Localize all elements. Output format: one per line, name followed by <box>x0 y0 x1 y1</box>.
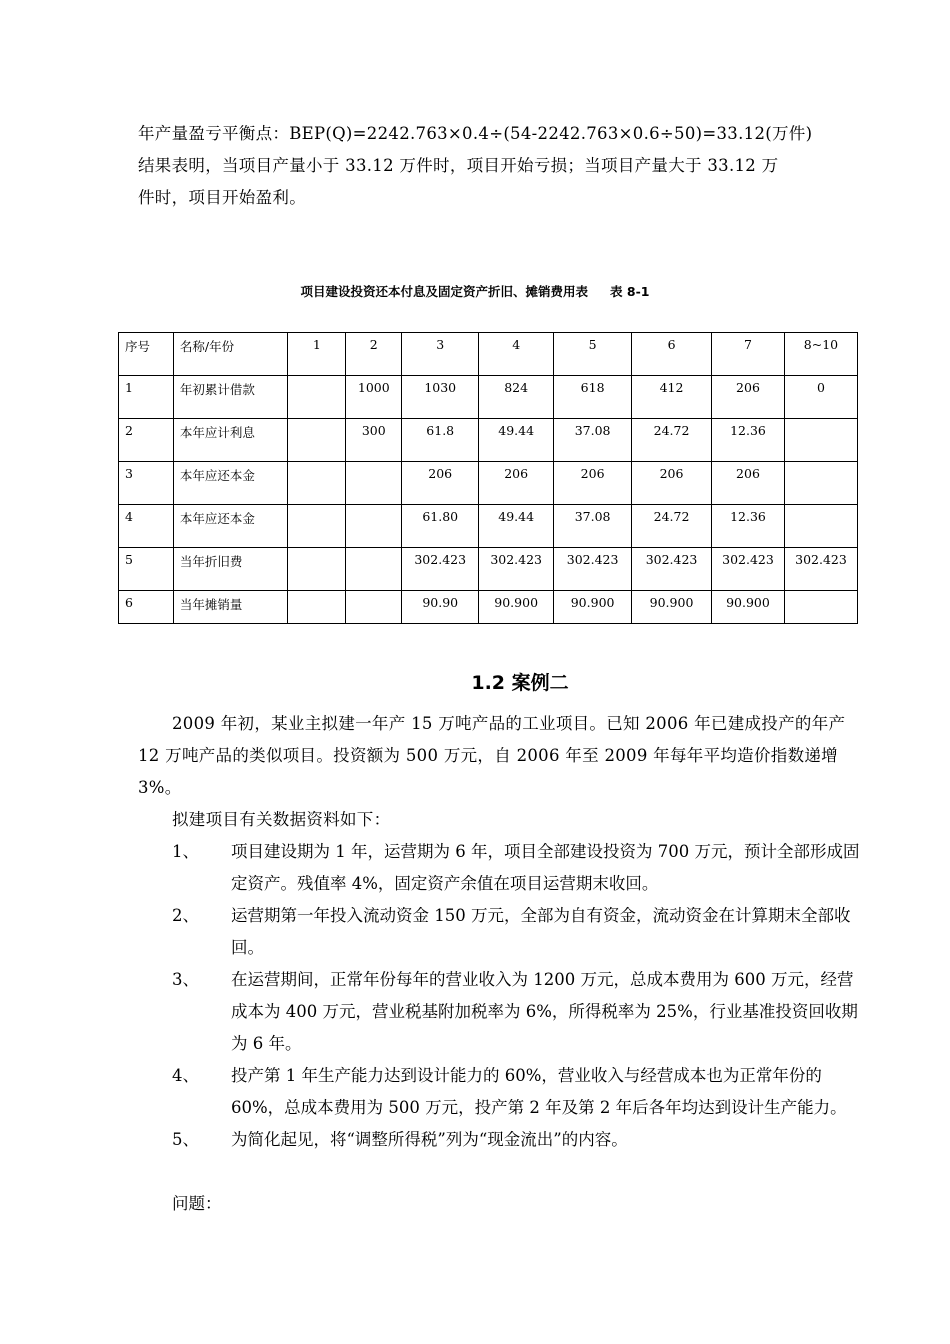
section-body <box>138 708 860 836</box>
table-cell <box>784 505 857 548</box>
table-cell: 4 <box>119 505 174 548</box>
table-cell: 206 <box>632 462 712 505</box>
table-cell <box>784 419 857 462</box>
list-item-number: 5、 <box>172 1130 199 1149</box>
table-header-cell: 4 <box>479 333 554 376</box>
question-label: 问题： <box>172 1194 222 1213</box>
table-cell: 0 <box>784 376 857 419</box>
intro-line-3: 件时，项目开始盈利。 <box>138 188 306 207</box>
table-row <box>119 462 858 505</box>
list-item-text: 为简化起见，将“调整所得税”列为“现金流出”的内容。 <box>231 1130 628 1149</box>
table-header-cell: 8~10 <box>784 333 857 376</box>
table-cell: 6 <box>119 591 174 624</box>
table-caption <box>0 282 950 300</box>
table-cell <box>346 462 402 505</box>
table-cell: 412 <box>632 376 712 419</box>
table-cell: 24.72 <box>632 505 712 548</box>
table-cell: 90.90 <box>402 591 479 624</box>
list-item-text: 投产第 1 年生产能力达到设计能力的 60%，营业收入与经营成本也为正常年份的 60%，总成本费用为 500 万元，投产第 2 年及第 2 年后各年均达到设计生产能力。 <box>231 1066 847 1117</box>
intro-paragraph <box>138 118 860 214</box>
table-cell: 206 <box>712 376 785 419</box>
list-item-text: 在运营期间，正常年份每年的营业收入为 1200 万元，总成本费用为 600 万元，经营成本为 400 万元，营业税基附加税率为 6%，所得税率为 25%，行业基准投资回收期为 6 年。 <box>231 970 858 1053</box>
table-cell: 90.900 <box>712 591 785 624</box>
table-cell <box>288 591 346 624</box>
table-cell: 本年应还本金 <box>173 505 288 548</box>
table-cell: 12.36 <box>712 419 785 462</box>
table-cell: 本年应计利息 <box>173 419 288 462</box>
table-cell: 302.423 <box>712 548 785 591</box>
table-cell: 12.36 <box>712 505 785 548</box>
table-cell: 90.900 <box>479 591 554 624</box>
table-header-cell: 1 <box>288 333 346 376</box>
table-row <box>119 419 858 462</box>
list-item <box>138 1060 860 1124</box>
section-paragraph-1: 2009 年初，某业主拟建一年产 15 万吨产品的工业项目。已知 2006 年已建成投产的年产 12 万吨产品的类似项目。投资额为 500 万元，自 2006 年至 2009 年每年平均造价指数递增 3%。 <box>138 714 846 797</box>
table-header-cell: 2 <box>346 333 402 376</box>
table-cell: 49.44 <box>479 419 554 462</box>
table-cell <box>288 505 346 548</box>
table-header-cell: 3 <box>402 333 479 376</box>
table-row <box>119 505 858 548</box>
table-cell: 当年摊销量 <box>173 591 288 624</box>
data-table <box>118 332 858 624</box>
table-cell: 302.423 <box>632 548 712 591</box>
table-caption-title: 项目建设投资还本付息及固定资产折旧、摊销费用表 <box>300 284 589 299</box>
list-item-text: 运营期第一年投入流动资金 150 万元，全部为自有资金，流动资金在计算期末全部收回。 <box>231 906 851 957</box>
table-cell: 90.900 <box>632 591 712 624</box>
table-cell: 302.423 <box>554 548 632 591</box>
intro-line-1: 年产量盈亏平衡点：BEP(Q)=2242.763×0.4÷(54-2242.763×0.6÷50)=33.12(万件) <box>138 124 813 143</box>
table-cell <box>784 591 857 624</box>
table-cell <box>288 462 346 505</box>
table-cell: 206 <box>712 462 785 505</box>
table-cell: 1030 <box>402 376 479 419</box>
table-cell: 61.80 <box>402 505 479 548</box>
table-cell: 1 <box>119 376 174 419</box>
list-item <box>138 836 860 900</box>
table-header-cell: 7 <box>712 333 785 376</box>
table-header-cell: 6 <box>632 333 712 376</box>
list-item-number: 4、 <box>172 1066 199 1085</box>
table-cell: 206 <box>479 462 554 505</box>
table-cell <box>288 419 346 462</box>
table-cell: 本年应还本金 <box>173 462 288 505</box>
table-cell: 302.423 <box>402 548 479 591</box>
table-row <box>119 591 858 624</box>
table-caption-code: 表 8-1 <box>610 284 650 299</box>
list-item <box>138 900 860 964</box>
table-cell <box>346 548 402 591</box>
table-cell: 824 <box>479 376 554 419</box>
table-cell: 49.44 <box>479 505 554 548</box>
table-cell: 37.08 <box>554 505 632 548</box>
list-item-text: 项目建设期为 1 年，运营期为 6 年，项目全部建设投资为 700 万元，预计全部形成固定资产。残值率 4%，固定资产余值在项目运营期末收回。 <box>231 842 860 893</box>
table-cell: 61.8 <box>402 419 479 462</box>
list-item-number: 3、 <box>172 970 199 989</box>
table-row <box>119 548 858 591</box>
table-header-row <box>119 333 858 376</box>
table-cell: 24.72 <box>632 419 712 462</box>
table-cell: 1000 <box>346 376 402 419</box>
table-cell: 300 <box>346 419 402 462</box>
table-cell: 2 <box>119 419 174 462</box>
table-cell <box>346 591 402 624</box>
list-item <box>138 1124 860 1156</box>
table-row <box>119 376 858 419</box>
table-header-cell: 5 <box>554 333 632 376</box>
numbered-list <box>138 836 860 1156</box>
intro-line-2: 结果表明，当项目产量小于 33.12 万件时，项目开始亏损；当项目产量大于 33.12 万 <box>138 156 779 175</box>
section-paragraph-2: 拟建项目有关数据资料如下： <box>172 810 391 829</box>
table-cell <box>784 462 857 505</box>
list-item-number: 1、 <box>172 842 199 861</box>
table-cell: 618 <box>554 376 632 419</box>
table-cell: 206 <box>554 462 632 505</box>
table-header-cell: 序号 <box>119 333 174 376</box>
table-cell: 当年折旧费 <box>173 548 288 591</box>
list-item <box>138 964 860 1060</box>
table-cell: 5 <box>119 548 174 591</box>
table-cell: 302.423 <box>784 548 857 591</box>
table-cell <box>346 505 402 548</box>
table-cell: 3 <box>119 462 174 505</box>
table-cell: 年初累计借款 <box>173 376 288 419</box>
section-heading: 1.2 案例二 <box>471 672 569 694</box>
table-cell <box>288 548 346 591</box>
table-cell <box>288 376 346 419</box>
table-header-cell: 名称/年份 <box>173 333 288 376</box>
table-cell: 206 <box>402 462 479 505</box>
list-item-number: 2、 <box>172 906 199 925</box>
table-cell: 302.423 <box>479 548 554 591</box>
table-cell: 90.900 <box>554 591 632 624</box>
table-cell: 37.08 <box>554 419 632 462</box>
